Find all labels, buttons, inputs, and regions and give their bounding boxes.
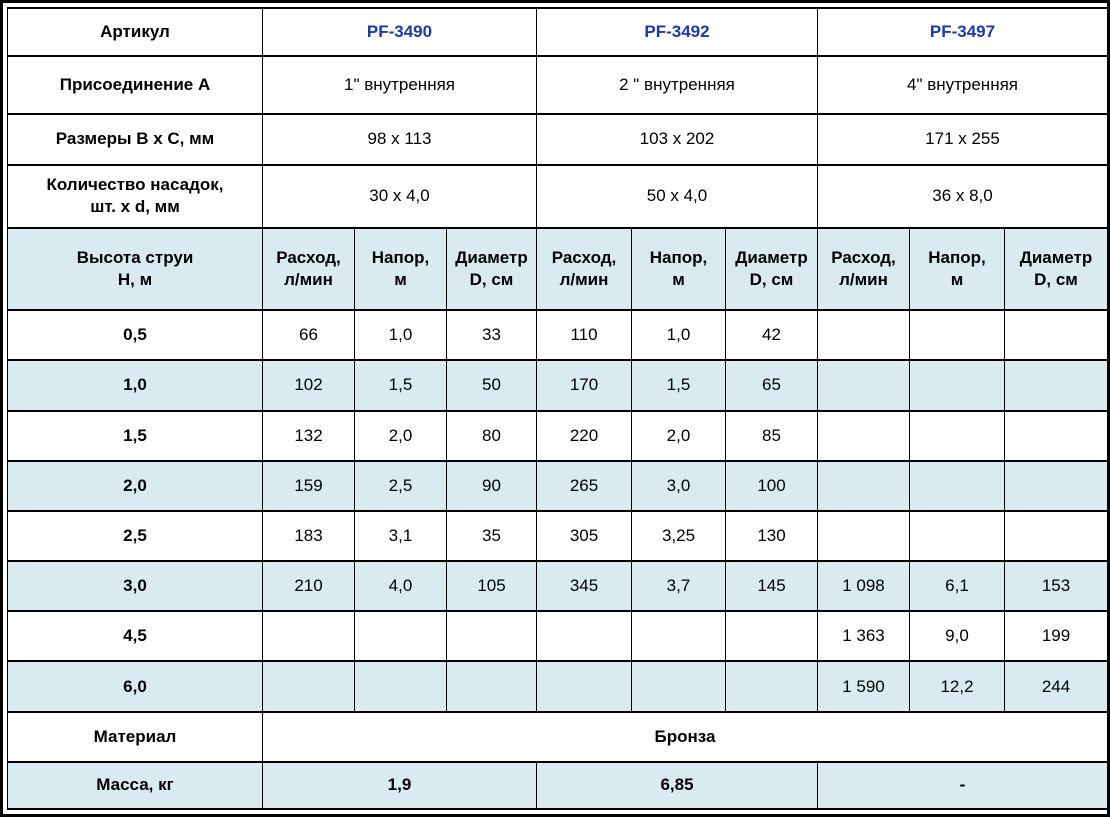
flow-value [818, 511, 910, 561]
data-row-1-0 [8, 360, 1108, 410]
head-value: 3,7 [632, 561, 726, 611]
head-value [910, 511, 1005, 561]
head-value [910, 360, 1005, 410]
diameter-header: Диаметр D, см [726, 228, 818, 311]
head-value: 4,0 [355, 561, 447, 611]
diameter-value: 33 [447, 310, 537, 360]
connection-row-label: Присоединение А [8, 56, 263, 114]
row-article [8, 8, 1108, 56]
flow-value: 305 [537, 511, 632, 561]
flow-value [263, 661, 355, 711]
flow-value: 102 [263, 360, 355, 410]
flow-value [818, 461, 910, 511]
diameter-value: 85 [726, 411, 818, 461]
diameter-value: 42 [726, 310, 818, 360]
data-row-2-0 [8, 461, 1108, 511]
diameter-value: 35 [447, 511, 537, 561]
flow-header: Расход, л/мин [263, 228, 355, 311]
jet-height-value: 3,0 [8, 561, 263, 611]
diameter-value [1005, 411, 1108, 461]
row-nozzle-count [8, 165, 1108, 228]
diameter-value: 90 [447, 461, 537, 511]
article-row-label: Артикул [8, 8, 263, 56]
head-value [355, 661, 447, 711]
head-value: 1,5 [355, 360, 447, 410]
flow-value [818, 310, 910, 360]
head-value [910, 411, 1005, 461]
row-mass [8, 762, 1108, 809]
data-row-0-5 [8, 310, 1108, 360]
dimensions-row-label: Размеры В х С, мм [8, 114, 263, 165]
head-value: 3,0 [632, 461, 726, 511]
diameter-value [726, 611, 818, 661]
jet-height-value: 1,5 [8, 411, 263, 461]
diameter-value: 145 [726, 561, 818, 611]
diameter-value: 80 [447, 411, 537, 461]
head-value: 1,0 [632, 310, 726, 360]
head-value: 9,0 [910, 611, 1005, 661]
head-value: 1,0 [355, 310, 447, 360]
flow-value [263, 611, 355, 661]
flow-value [818, 411, 910, 461]
row-connection [8, 56, 1108, 114]
diameter-value [1005, 511, 1108, 561]
head-value [632, 611, 726, 661]
flow-value: 170 [537, 360, 632, 410]
connection-value: 1" внутренняя [263, 56, 537, 114]
flow-value: 1 363 [818, 611, 910, 661]
jet-height-value: 2,5 [8, 511, 263, 561]
diameter-value [1005, 310, 1108, 360]
data-row-1-5 [8, 411, 1108, 461]
flow-value: 110 [537, 310, 632, 360]
jet-height-value: 1,0 [8, 360, 263, 410]
dimensions-value: 103 x 202 [537, 114, 818, 165]
article-number-pf3490: PF-3490 [263, 8, 537, 56]
row-material [8, 712, 1108, 762]
row-dimensions [8, 114, 1108, 165]
jet-height-header: Высота струи Н, м [8, 228, 263, 311]
flow-value: 265 [537, 461, 632, 511]
flow-value: 1 098 [818, 561, 910, 611]
head-header: Напор, м [632, 228, 726, 311]
diameter-value [1005, 461, 1108, 511]
data-row-3-0 [8, 561, 1108, 611]
article-number-pf3492: PF-3492 [537, 8, 818, 56]
head-header: Напор, м [910, 228, 1005, 311]
flow-value: 132 [263, 411, 355, 461]
jet-height-value: 0,5 [8, 310, 263, 360]
mass-row-label: Масса, кг [8, 762, 263, 809]
flow-value: 66 [263, 310, 355, 360]
flow-header: Расход, л/мин [537, 228, 632, 311]
row-column-headers [8, 228, 1108, 311]
head-value: 3,1 [355, 511, 447, 561]
flow-value: 345 [537, 561, 632, 611]
dimensions-value: 98 x 113 [263, 114, 537, 165]
head-value: 2,5 [355, 461, 447, 511]
head-value [910, 461, 1005, 511]
head-value: 1,5 [632, 360, 726, 410]
head-value: 6,1 [910, 561, 1005, 611]
flow-header: Расход, л/мин [818, 228, 910, 311]
flow-value: 159 [263, 461, 355, 511]
nozzle-count-value: 50 x 4,0 [537, 165, 818, 228]
mass-value: - [818, 762, 1108, 809]
connection-value: 2 " внутренняя [537, 56, 818, 114]
diameter-value [447, 661, 537, 711]
flow-value: 1 590 [818, 661, 910, 711]
diameter-value: 244 [1005, 661, 1108, 711]
material-row-label: Материал [8, 712, 263, 762]
head-value: 2,0 [632, 411, 726, 461]
jet-height-value: 2,0 [8, 461, 263, 511]
product-spec-table [7, 7, 1108, 810]
diameter-value: 153 [1005, 561, 1108, 611]
connection-value: 4" внутренняя [818, 56, 1108, 114]
data-row-6-0 [8, 661, 1108, 711]
head-value [355, 611, 447, 661]
diameter-value [1005, 360, 1108, 410]
material-value: Бронза [263, 712, 1108, 762]
head-value: 12,2 [910, 661, 1005, 711]
diameter-value: 105 [447, 561, 537, 611]
nozzle-count-value: 36 x 8,0 [818, 165, 1108, 228]
diameter-value [726, 661, 818, 711]
diameter-value: 65 [726, 360, 818, 410]
diameter-value: 50 [447, 360, 537, 410]
diameter-value: 100 [726, 461, 818, 511]
head-value [632, 661, 726, 711]
mass-value: 6,85 [537, 762, 818, 809]
diameter-value [447, 611, 537, 661]
flow-value [537, 611, 632, 661]
diameter-header: Диаметр D, см [1005, 228, 1108, 311]
article-number-pf3497: PF-3497 [818, 8, 1108, 56]
flow-value [818, 360, 910, 410]
flow-value: 210 [263, 561, 355, 611]
nozzle-count-row-label: Количество насадок, шт. x d, мм [8, 165, 263, 228]
data-row-4-5 [8, 611, 1108, 661]
head-value: 3,25 [632, 511, 726, 561]
head-value [910, 310, 1005, 360]
flow-value [537, 661, 632, 711]
nozzle-count-value: 30 x 4,0 [263, 165, 537, 228]
diameter-header: Диаметр D, см [447, 228, 537, 311]
head-header: Напор, м [355, 228, 447, 311]
dimensions-value: 171 x 255 [818, 114, 1108, 165]
diameter-value: 130 [726, 511, 818, 561]
mass-value: 1,9 [263, 762, 537, 809]
head-value: 2,0 [355, 411, 447, 461]
jet-height-value: 4,5 [8, 611, 263, 661]
data-row-2-5 [8, 511, 1108, 561]
diameter-value: 199 [1005, 611, 1108, 661]
jet-height-value: 6,0 [8, 661, 263, 711]
flow-value: 183 [263, 511, 355, 561]
flow-value: 220 [537, 411, 632, 461]
